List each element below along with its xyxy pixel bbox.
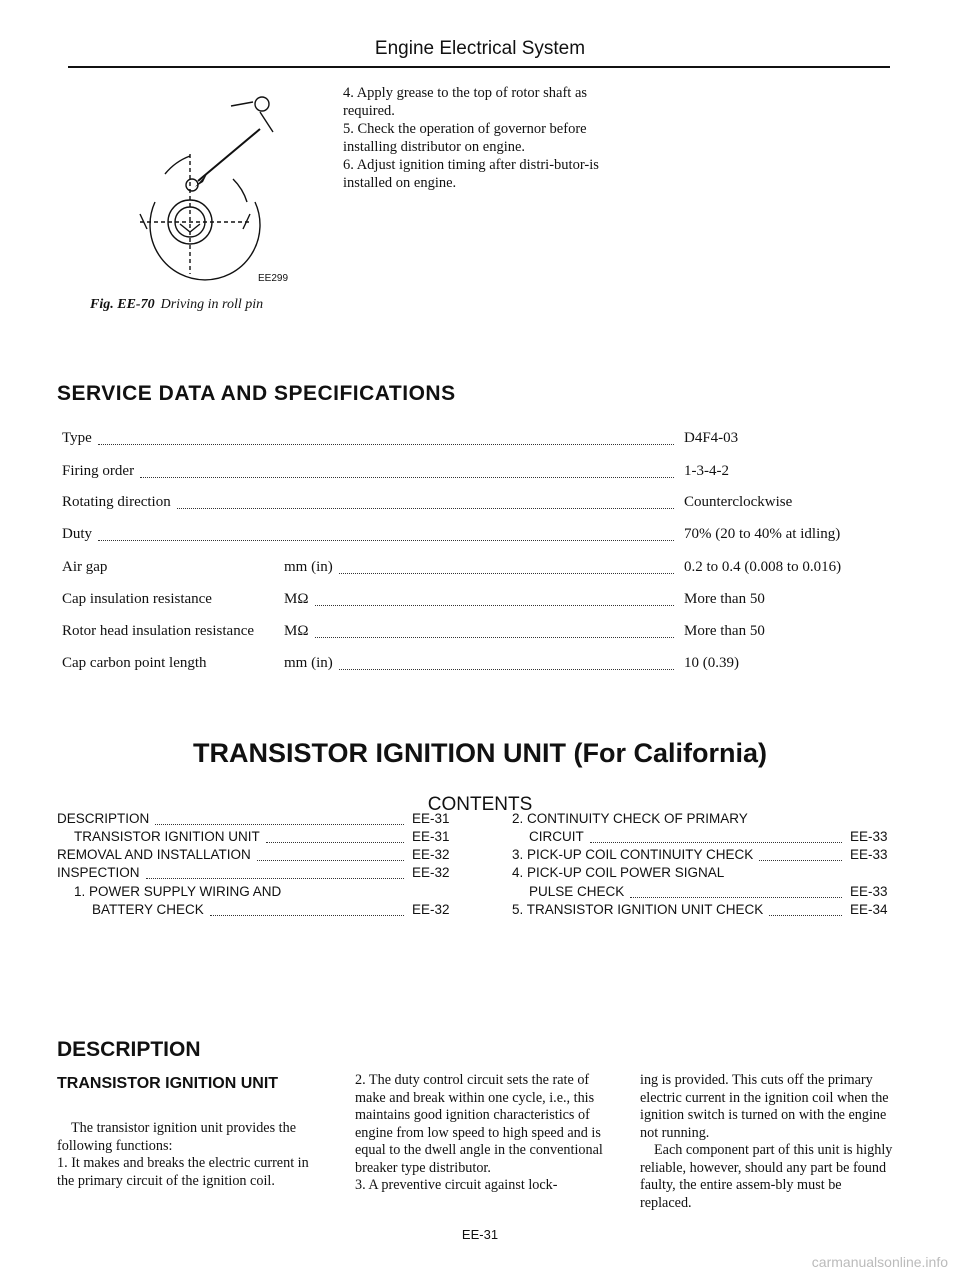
procedure-steps — [343, 84, 618, 192]
page-number: EE-31 — [461, 1227, 499, 1242]
spec-row — [62, 591, 882, 611]
step-6: 6. Adjust ignition timing after distri-butor-is installed on engine. — [343, 157, 599, 191]
page-header-title: Engine Electrical System — [374, 38, 586, 59]
spec-value: 70% (20 to 40% at idling) — [684, 526, 841, 542]
description-column-2 — [355, 1072, 613, 1195]
spec-value: 0.2 to 0.4 (0.008 to 0.016) — [684, 559, 842, 575]
leader-dots — [210, 915, 404, 916]
spec-value: D4F4-03 — [684, 430, 739, 446]
contents-item-text: 4. PICK-UP COIL POWER SIGNAL — [512, 865, 725, 880]
spec-unit: MΩ — [284, 623, 309, 639]
spec-row — [62, 494, 882, 514]
transistor-ignition-heading: TRANSISTOR IGNITION UNIT (For California) — [192, 738, 767, 768]
watermark: carmanualsonline.info — [811, 1254, 948, 1270]
spec-value: More than 50 — [684, 623, 765, 639]
leader-dots — [590, 842, 842, 843]
service-data-heading: SERVICE DATA AND SPECIFICATIONS — [57, 382, 456, 405]
distributor-roll-pin-figure — [135, 84, 285, 284]
description-heading: DESCRIPTION — [57, 1038, 201, 1061]
leader-dots — [98, 540, 674, 541]
col2-para-1: 2. The duty control circuit sets the rate of make and break within one cycle, i.e., this maintains good ignition characteristics of engine from low speed to high speed and is equal to the dwell angle in the conventional breaker type distributor. — [355, 1072, 603, 1176]
figure-caption — [90, 297, 263, 313]
description-column-1 — [57, 1120, 325, 1190]
spec-value: 10 (0.39) — [684, 655, 739, 671]
spec-row — [62, 526, 882, 546]
contents-item-page: EE-32 — [412, 847, 450, 862]
contents-item-page: EE-32 — [412, 865, 450, 880]
spec-label: Cap insulation resistance — [62, 591, 212, 607]
contents-item-text: 2. CONTINUITY CHECK OF PRIMARY — [512, 811, 748, 826]
figure-caption-text: Driving in roll pin — [160, 297, 264, 312]
spec-label: Duty — [62, 526, 92, 542]
leader-dots — [630, 897, 842, 898]
spec-row — [62, 559, 882, 579]
contents-item — [512, 847, 890, 865]
spec-label: Cap carbon point length — [62, 655, 207, 671]
contents-item-page: EE-33 — [850, 884, 888, 899]
contents-item-text: 5. TRANSISTOR IGNITION UNIT CHECK — [512, 902, 764, 917]
leader-dots — [146, 878, 404, 879]
spec-label: Type — [62, 430, 92, 446]
leader-dots — [315, 605, 675, 606]
figure-code: EE299 — [258, 273, 289, 284]
spec-value: Counterclockwise — [684, 494, 793, 510]
contents-item — [512, 811, 890, 829]
header-rule — [68, 66, 890, 68]
contents-item-text: 1. POWER SUPPLY WIRING AND — [74, 884, 282, 899]
spec-label: Rotor head insulation resistance — [62, 623, 255, 639]
contents-item-text: REMOVAL AND INSTALLATION — [57, 847, 251, 862]
spec-label: Firing order — [62, 463, 135, 479]
spec-label: Rotating direction — [62, 494, 171, 510]
spec-row — [62, 463, 882, 483]
contents-item — [529, 829, 890, 847]
contents-item — [57, 811, 452, 829]
spec-value: 1-3-4-2 — [684, 463, 729, 479]
spec-unit: mm (in) — [284, 655, 333, 671]
contents-item-text: CIRCUIT — [529, 829, 584, 844]
spec-row — [62, 655, 882, 675]
contents-item — [57, 865, 452, 883]
leader-dots — [339, 669, 674, 670]
spec-unit: mm (in) — [284, 559, 333, 575]
leader-dots — [98, 444, 674, 445]
contents-item — [512, 865, 890, 883]
leader-dots — [140, 477, 674, 478]
contents-item-page: EE-31 — [412, 811, 450, 826]
contents-item — [529, 884, 890, 902]
leader-dots — [759, 860, 842, 861]
leader-dots — [339, 573, 674, 574]
spec-label: Air gap — [62, 559, 108, 575]
description-column-3 — [640, 1072, 896, 1212]
contents-item-page: EE-33 — [850, 847, 888, 862]
leader-dots — [177, 508, 674, 509]
contents-item — [57, 847, 452, 865]
contents-title: CONTENTS — [427, 794, 533, 815]
col3-para-1: ing is provided. This cuts off the primary electric current in the ignition coil when the ignition switch is turned on with the engine not running. — [640, 1072, 889, 1141]
col1-para-1: The transistor ignition unit provides the following functions: — [57, 1120, 296, 1154]
spec-row — [62, 430, 882, 450]
contents-item — [74, 829, 452, 847]
contents-item-text: BATTERY CHECK — [92, 902, 204, 917]
contents-item — [74, 884, 452, 902]
leader-dots — [315, 637, 675, 638]
spec-row — [62, 623, 882, 643]
contents-item-text: TRANSISTOR IGNITION UNIT — [74, 829, 260, 844]
contents-item-page: EE-32 — [412, 902, 450, 917]
contents-item — [92, 902, 452, 920]
step-4: 4. Apply grease to the top of rotor shaft as required. — [343, 85, 588, 119]
col2-para-2: 3. A preventive circuit against lock- — [355, 1177, 558, 1193]
figure-number: Fig. EE-70 — [90, 297, 155, 312]
spec-unit: MΩ — [284, 591, 309, 607]
contents-item-text: DESCRIPTION — [57, 811, 150, 826]
leader-dots — [257, 860, 404, 861]
leader-dots — [769, 915, 842, 916]
contents-item-page: EE-33 — [850, 829, 888, 844]
contents-item-page: EE-31 — [412, 829, 450, 844]
spec-value: More than 50 — [684, 591, 765, 607]
contents-item-page: EE-34 — [850, 902, 888, 917]
col1-para-2: 1. It makes and breaks the electric current in the primary circuit of the ignition coil. — [57, 1155, 309, 1189]
transistor-ignition-subheading: TRANSISTOR IGNITION UNIT — [57, 1075, 279, 1092]
contents-item-text: INSPECTION — [57, 865, 140, 880]
contents-item-text: PULSE CHECK — [529, 884, 625, 899]
col3-para-2: Each component part of this unit is highly reliable, however, should any part be found faulty, the entire assem-bly must be replaced. — [640, 1142, 893, 1211]
contents-item — [512, 902, 890, 920]
leader-dots — [266, 842, 404, 843]
leader-dots — [155, 824, 404, 825]
contents-item-text: 3. PICK-UP COIL CONTINUITY CHECK — [512, 847, 754, 862]
step-5: 5. Check the operation of governor before installing distributor on engine. — [343, 121, 587, 155]
